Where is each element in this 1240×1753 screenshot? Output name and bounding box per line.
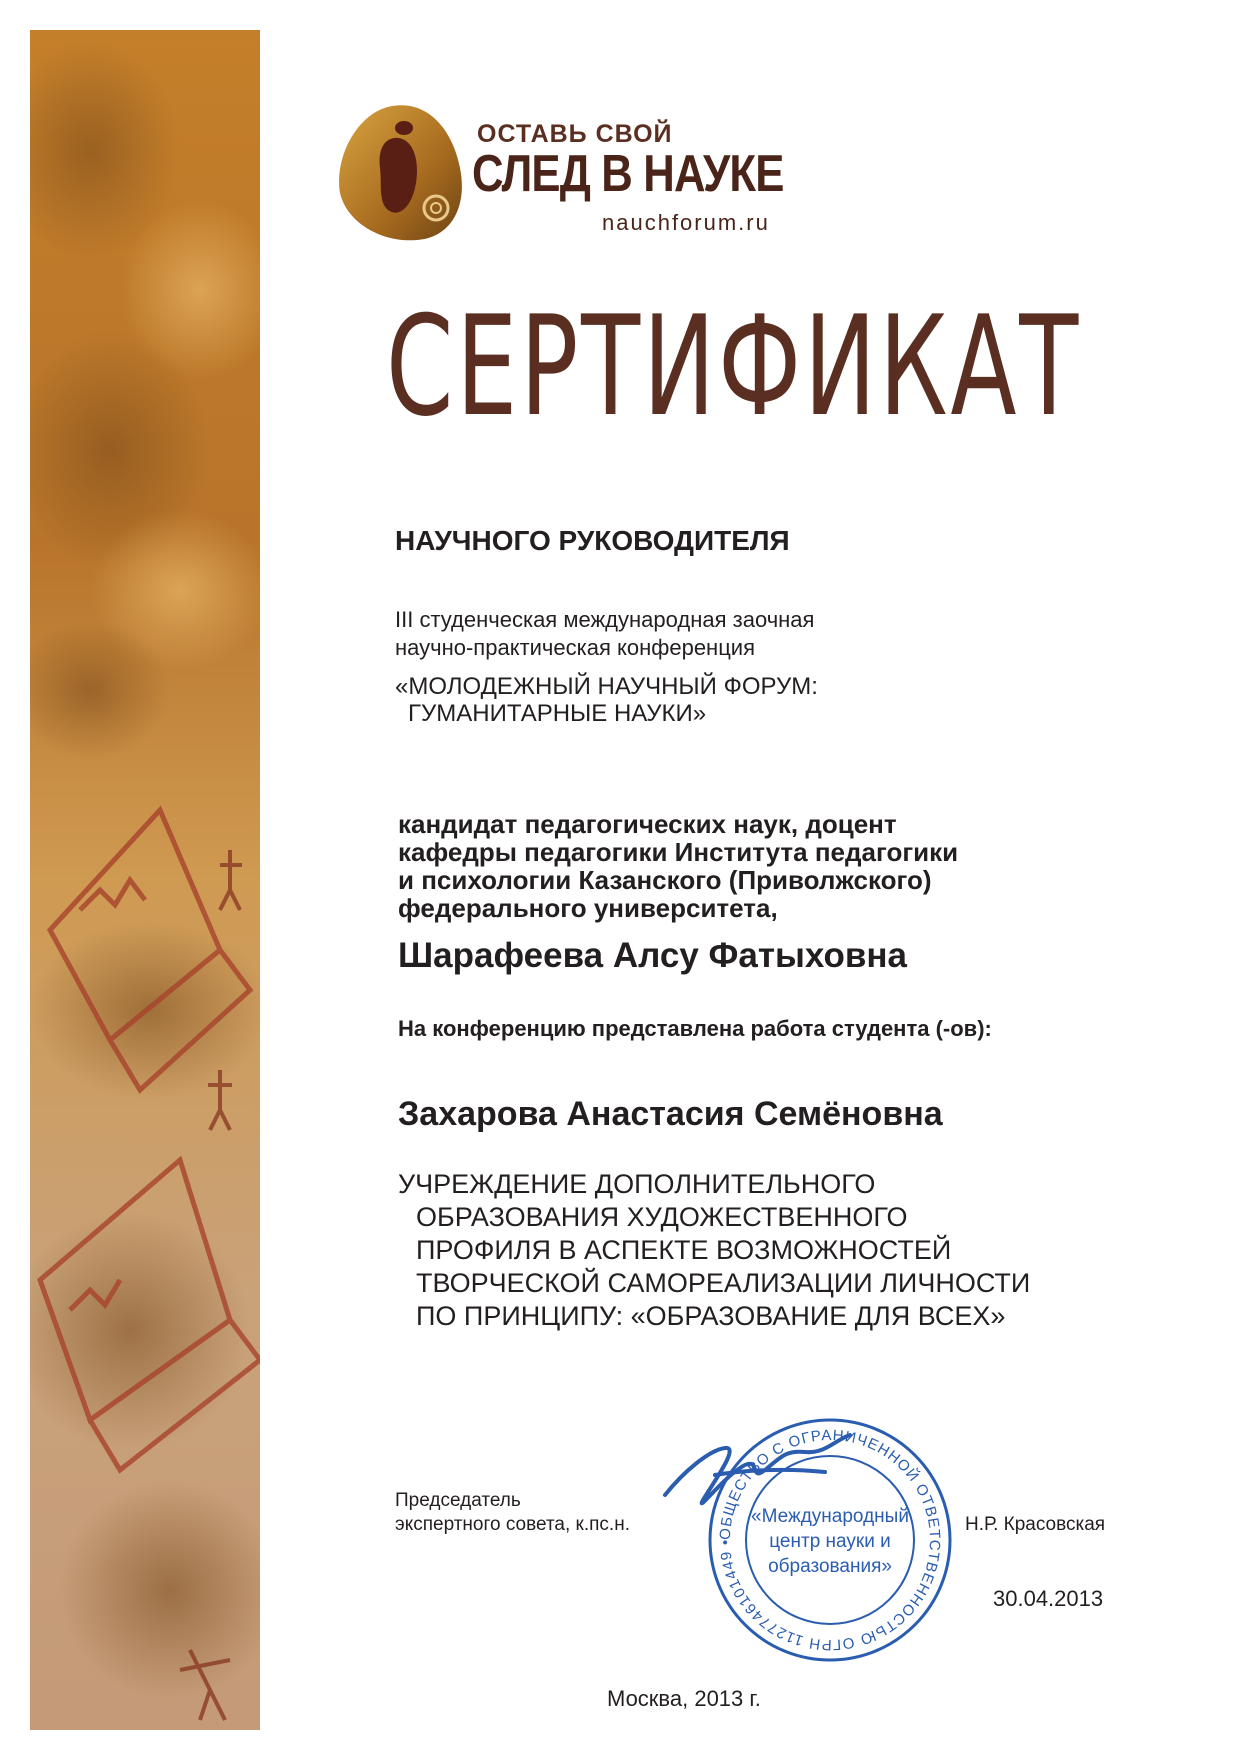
mentor-line-1: кандидат педагогических наук, доцент: [398, 809, 897, 839]
footer-place-year: Москва, 2013 г.: [607, 1686, 761, 1711]
stamp-center-line-1: «Международный: [751, 1506, 909, 1527]
conference-name-line-2: ГУМАНИТАРНЫЕ НАУКИ»: [408, 700, 707, 727]
handwritten-signature-icon: [655, 1420, 855, 1530]
conference-line-2: научно-практическая конференция: [395, 635, 756, 660]
stamp-center-line-3: образования»: [768, 1556, 892, 1577]
student-name: Захарова Анастасия Семёновна: [398, 1095, 943, 1133]
certificate-title: СЕРТИФИКАТ: [386, 286, 1082, 447]
mentor-line-4: федерального университета,: [398, 893, 778, 923]
signature: [655, 1420, 855, 1530]
work-title-line: ТВОРЧЕСКОЙ САМОРЕАЛИЗАЦИИ ЛИЧНОСТИ: [416, 1268, 1031, 1298]
signer-position-line-2: экспертного совета, к.пс.н.: [395, 1514, 630, 1535]
rock-art-texture: [30, 30, 260, 1730]
logo-url: nauchforum.ru: [602, 210, 770, 235]
work-title-line: УЧРЕЖДЕНИЕ ДОПОЛНИТЕЛЬНОГО: [398, 1169, 876, 1199]
logo-tagline: ОСТАВЬ СВОЙ: [477, 120, 673, 148]
logo: [332, 98, 812, 258]
work-title-line: ПО ПРИНЦИПУ: «ОБРАЗОВАНИЕ ДЛЯ ВСЕХ»: [416, 1301, 1006, 1331]
signer-position-line-1: Председатель: [395, 1490, 521, 1511]
decorative-side-band: [30, 30, 260, 1730]
mentor-line-3: и психологии Казанского (Приволжского): [398, 865, 932, 895]
conference-name-line-1: «МОЛОДЕЖНЫЙ НАУЧНЫЙ ФОРУМ:: [395, 673, 818, 700]
certificate-role: НАУЧНОГО РУКОВОДИТЕЛЯ: [395, 525, 790, 556]
mentor-credentials: [398, 810, 958, 922]
work-intro: На конференцию представлена работа студента (-ов):: [398, 1016, 992, 1041]
signature-date: 30.04.2013: [993, 1586, 1104, 1611]
footprint-logo-icon: [332, 98, 472, 248]
mentor-name: Шарафеева Алсу Фатыховна: [398, 936, 907, 975]
stamp-center-line-2: центр науки и: [769, 1531, 891, 1552]
signer-name: Н.Р. Красовская: [965, 1514, 1106, 1535]
work-title-line: ПРОФИЛЯ В АСПЕКТЕ ВОЗМОЖНОСТЕЙ: [416, 1235, 952, 1265]
work-title-line: ОБРАЗОВАНИЯ ХУДОЖЕСТВЕННОГО: [416, 1202, 908, 1232]
logo-brand: СЛЕД В НАУКЕ: [472, 145, 784, 203]
conference-line-1: III студенческая международная заочная: [395, 607, 815, 632]
work-title: [398, 1168, 1030, 1333]
mentor-line-2: кафедры педагогики Института педагогики: [398, 837, 959, 867]
stamp-ring-text: ОБЩЕСТВО С ОГРАНИЧЕННОЙ ОТВЕТСТВЕННОСТЬЮ ОГРН 1127746101449 •: [716, 1426, 944, 1654]
